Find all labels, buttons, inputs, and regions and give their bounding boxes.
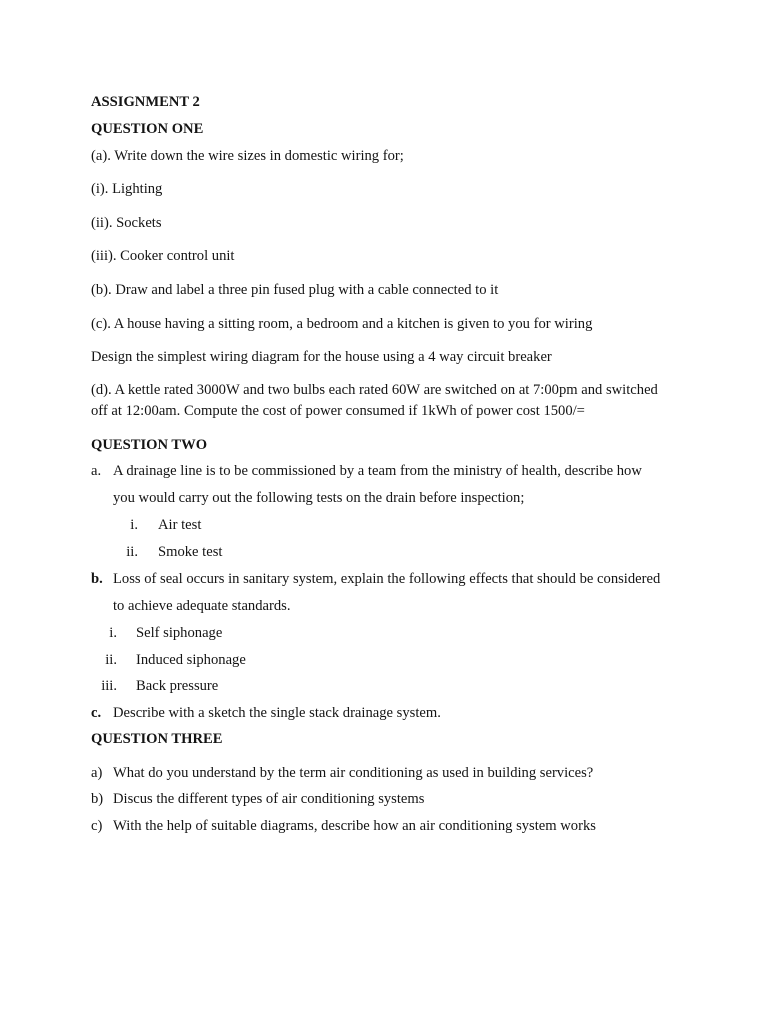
q2-b-line1: Loss of seal occurs in sanitary system, explain the following effects that should be considered	[113, 571, 661, 587]
q2-b-item-num: iii.	[101, 678, 117, 694]
q2-a-item-num: i.	[130, 517, 138, 533]
q2-b-label: b.	[91, 571, 103, 587]
q2-a-line2: you would carry out the following tests on the drain before inspection;	[113, 490, 525, 506]
q2-b-item: Induced siphonage	[136, 652, 246, 668]
question-three-heading: QUESTION THREE	[91, 731, 223, 747]
q3-item-text: Discus the different types of air conditioning systems	[113, 791, 425, 807]
q2-b-item-num: i.	[109, 625, 117, 641]
q2-a-item: Air test	[158, 517, 202, 533]
q1-part-c-design: Design the simplest wiring diagram for the house using a 4 way circuit breaker	[91, 349, 552, 365]
q1-part-c: (c). A house having a sitting room, a bedroom and a kitchen is given to you for wiring	[91, 316, 593, 332]
q3-item-label: b)	[91, 791, 104, 807]
q2-c-text: Describe with a sketch the single stack drainage system.	[113, 705, 441, 721]
q2-b-item: Self siphonage	[136, 625, 223, 641]
q1-part-a-ii: (ii). Sockets	[91, 215, 162, 231]
q3-item-label: c)	[91, 818, 103, 834]
q2-a-line1: A drainage line is to be commissioned by a team from the ministry of health, describe how	[113, 463, 642, 479]
q3-item-text: With the help of suitable diagrams, describe how an air conditioning system works	[113, 818, 596, 834]
q2-b-item-num: ii.	[105, 652, 117, 668]
q1-part-b: (b). Draw and label a three pin fused plug with a cable connected to it	[91, 282, 499, 298]
q1-part-a: (a). Write down the wire sizes in domestic wiring for;	[91, 148, 404, 164]
q1-part-d-line1: (d). A kettle rated 3000W and two bulbs each rated 60W are switched on at 7:00pm and switched	[91, 382, 658, 398]
q2-c-label: c.	[91, 705, 102, 721]
q2-a-item-num: ii.	[126, 544, 138, 560]
q1-part-d-line2: off at 12:00am. Compute the cost of power consumed if 1kWh of power cost 1500/=	[91, 403, 585, 419]
q3-item-label: a)	[91, 765, 103, 781]
q1-part-a-i: (i). Lighting	[91, 181, 163, 197]
q1-part-a-iii: (iii). Cooker control unit	[91, 248, 235, 264]
q2-a-label: a.	[91, 463, 102, 479]
q2-b-item: Back pressure	[136, 678, 219, 694]
question-two-heading: QUESTION TWO	[91, 437, 208, 453]
q2-b-line2: to achieve adequate standards.	[113, 598, 291, 614]
assignment-title: ASSIGNMENT 2	[91, 94, 200, 110]
q3-item-text: What do you understand by the term air conditioning as used in building services?	[113, 765, 594, 781]
question-one-heading: QUESTION ONE	[91, 121, 204, 137]
q2-a-item: Smoke test	[158, 544, 223, 560]
